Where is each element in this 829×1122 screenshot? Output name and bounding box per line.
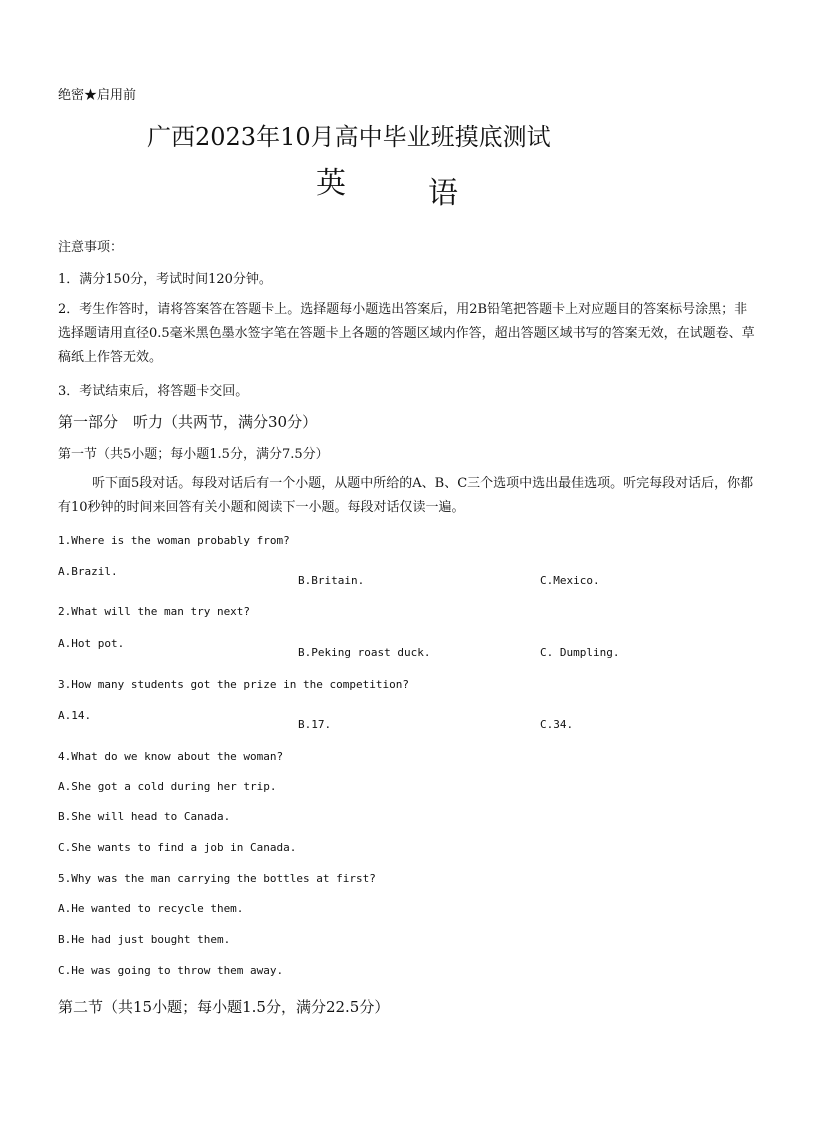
question-option-b: B.17. bbox=[298, 718, 332, 731]
subject-char-1: 英 bbox=[316, 166, 346, 201]
question-option-a: A.She got a cold during her trip. bbox=[58, 780, 277, 793]
question-option-c: C.Mexico. bbox=[540, 574, 600, 587]
section1-heading: 第一节（共5小题；每小题1.5分，满分7.5分） bbox=[58, 447, 329, 462]
question-option-c: C.34. bbox=[540, 718, 574, 731]
question-option-a: A.Brazil. bbox=[58, 565, 118, 578]
question-stem: 1.Where is the woman probably from? bbox=[58, 534, 290, 547]
notice-heading: 注意事项： bbox=[58, 240, 124, 255]
subject-char-2: 语 bbox=[428, 176, 458, 211]
notice-item-2: 2．考生作答时，请将答案答在答题卡上。选择题每小题选出答案后，用2B铅笔把答题卡上对应题目的答案标号涂黑；非选择题请用直径0.5毫米黑色墨水签字笔在答题卡上各题的答题区域内作答，超出答题区域书写的答案无效，在试题卷、草稿纸上作答无效。 bbox=[58, 302, 755, 365]
question-stem: 2.What will the man try next? bbox=[58, 605, 251, 618]
notice-item-3: 3．考试结束后，将答题卡交回。 bbox=[58, 384, 249, 399]
question-option-b: B.She will head to Canada. bbox=[58, 810, 231, 823]
question-option-b: B.Peking roast duck. bbox=[298, 646, 431, 659]
question-stem: 3.How many students got the prize in the competition? bbox=[58, 678, 409, 691]
secret-label: 绝密★启用前 bbox=[58, 88, 137, 103]
question-option-b: B.He had just bought them. bbox=[58, 933, 231, 946]
question-option-c: C.She wants to find a job in Canada. bbox=[58, 841, 297, 854]
question-option-c: C. Dumpling. bbox=[540, 646, 620, 659]
exam-title: 广西2023年10月高中毕业班摸底测试 bbox=[147, 123, 551, 151]
notice-item-1: 1．满分150分，考试时间120分钟。 bbox=[58, 272, 272, 287]
question-stem: 4.What do we know about the woman? bbox=[58, 750, 284, 763]
question-option-a: A.14. bbox=[58, 709, 92, 722]
question-option-a: A.Hot pot. bbox=[58, 637, 125, 650]
question-option-c: C.He was going to throw them away. bbox=[58, 964, 284, 977]
question-option-b: B.Britain. bbox=[298, 574, 365, 587]
section1-instructions: 听下面5段对话。每段对话后有一个小题，从题中所给的A、B、C三个选项中选出最佳选项。听完每段对话后，你都有10秒钟的时间来回答有关小题和阅读下一小题。每段对话仅读一遍。 bbox=[58, 476, 754, 515]
question-stem: 5.Why was the man carrying the bottles at first? bbox=[58, 872, 376, 885]
section2-heading: 第二节（共15小题；每小题1.5分，满分22.5分） bbox=[58, 998, 390, 1016]
part1-heading: 第一部分 听力（共两节，满分30分） bbox=[58, 413, 318, 431]
question-option-a: A.He wanted to recycle them. bbox=[58, 902, 244, 915]
